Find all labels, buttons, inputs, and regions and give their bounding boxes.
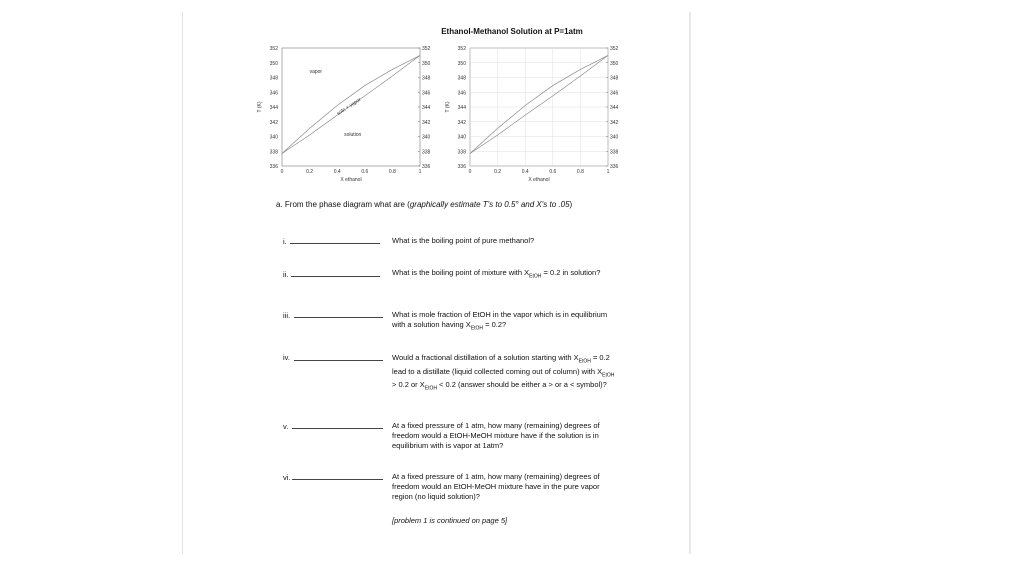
chart-1-y-tick-label-right: 336	[422, 164, 431, 170]
chart-2-y-tick-label-right: 348	[610, 75, 619, 82]
chart-1-y-tick-label-right: 338	[422, 149, 431, 156]
chart-1-y-tick-label-left: 344	[269, 105, 278, 111]
chart-2-x-tick-label: 0	[468, 169, 472, 175]
chart-1-y-tick-label-left: 350	[269, 60, 278, 67]
chart-2-y-tick-label-left: 336	[457, 164, 466, 170]
chart-1-x-tick-label: 0.4	[333, 169, 341, 175]
chart-1-y-tick-label-right: 348	[422, 75, 431, 82]
chart-2-y-tick-label-right: 338	[610, 149, 619, 156]
chart-1-y-tick-label-right: 340	[422, 134, 431, 141]
chart-1-y-axis-label: T (K)	[257, 101, 263, 113]
chart-1-annotation-vapor: vapor	[309, 69, 323, 76]
chart-1-y-tick-label-right: 352	[422, 46, 431, 52]
question-4-text: Would a fractional distillation of a solution starting with $X_{EtOH} = 0.2$ lead to a distillate (liquid collected coming out of column) with $X_{EtOH} > 0.2$ or $X_{EtOH} < 0.2$ (answer should be either a > or a < symbol)?	[392, 353, 615, 392]
chart-1-x-tick-label: 1	[418, 169, 422, 175]
question-6-number: vi.	[283, 473, 291, 482]
answer-blank-6[interactable]	[292, 479, 383, 480]
chart-2-y-tick-label-left: 346	[457, 90, 466, 97]
continued-note: [problem 1 is continued on page 5]	[392, 516, 508, 525]
chart-2-y-tick-label-right: 346	[610, 90, 619, 97]
question-3-text: What is mole fraction of EtOH in the vapor which is in equilibrium with a solution having $X_{EtOH} = 0.2$?	[392, 310, 608, 332]
chart-1-y-tick-label-left: 346	[269, 90, 278, 97]
chart-1-y-tick-label-right: 344	[422, 105, 431, 111]
chart-2-x-axis-label: X ethanol	[528, 177, 550, 183]
chart-2-y-tick-label-left: 342	[457, 119, 466, 126]
chart-2-y-tick-label-left: 352	[457, 46, 466, 52]
chart-1-annotation-two-phase: soln + vapor	[335, 96, 363, 117]
answer-blank-2[interactable]	[291, 276, 380, 277]
chart-1-y-tick-label-left: 340	[269, 134, 278, 141]
chart-2-x-tick-label: 0.6	[549, 169, 557, 175]
question-2-number: ii.	[283, 270, 289, 279]
chart-1-y-tick-label-right: 346	[422, 90, 431, 97]
chart-1-y-tick-label-left: 352	[269, 46, 278, 52]
chart-2-series-liquidus	[470, 55, 608, 153]
chart-1-y-tick-label-left: 348	[269, 75, 278, 82]
answer-blank-1[interactable]	[290, 243, 380, 244]
question-5-text: At a fixed pressure of 1 atm, how many (remaining) degrees of freedom would a EtOH-MeOH mixture have if the solution is in equilibrium with is vapor at 1atm?	[392, 421, 600, 450]
chart-2-y-tick-label-left: 338	[457, 149, 466, 156]
chart-2-y-tick-label-right: 336	[610, 164, 619, 170]
answer-blank-3[interactable]	[294, 317, 383, 318]
chart-2-y-tick-label-left: 348	[457, 75, 466, 82]
chart-2-y-tick-label-left: 350	[457, 60, 466, 67]
chart-2-y-tick-label-left: 344	[457, 105, 466, 111]
diagram-title: Ethanol-Methanol Solution at P=1atm	[441, 27, 583, 36]
question-1-number: i.	[283, 237, 287, 246]
chart-2-y-tick-label-right: 342	[610, 119, 619, 126]
question-5-number: v.	[283, 422, 289, 431]
chart-1-y-tick-label-right: 342	[422, 119, 431, 126]
chart-1-x-tick-label: 0	[280, 169, 284, 175]
question-1-text: What is the boiling point of pure methanol?	[392, 236, 535, 245]
answer-blank-4[interactable]	[294, 360, 383, 361]
chart-1-x-axis-label: X ethanol	[340, 177, 362, 183]
chart-1-y-tick-label-right: 350	[422, 60, 431, 67]
chart-1-x-tick-label: 0.6	[361, 169, 369, 175]
question-4-number: iv.	[283, 353, 290, 362]
question-6-text: At a fixed pressure of 1 atm, how many (remaining) degrees of freedom would an EtOH-MeOH mixture have in the pure vapor region (no liquid solution)?	[392, 472, 600, 501]
question-2-text: What is the boiling point of mixture with $X_{EtOH} = 0.2$ in solution?	[392, 268, 601, 280]
chart-2-x-tick-label: 1	[606, 169, 610, 175]
chart-1-x-tick-label: 0.2	[306, 169, 314, 175]
chart-2-x-tick-label: 0.4	[521, 169, 529, 175]
chart-1-y-tick-label-left: 336	[269, 164, 278, 170]
chart-2-y-tick-label-right: 344	[610, 105, 619, 111]
chart-2-y-axis-label: T (K)	[445, 101, 451, 113]
chart-1-annotation-solution: solution	[344, 131, 362, 138]
chart-2-y-tick-label-right: 350	[610, 60, 619, 67]
question-3-number: iii.	[283, 311, 291, 320]
chart-2-y-tick-label-right: 340	[610, 134, 619, 141]
chart-2-x-tick-label: 0.8	[576, 169, 584, 175]
chart-1-x-tick-label: 0.8	[388, 169, 396, 175]
chart-2-y-tick-label-right: 352	[610, 46, 619, 52]
chart-1-y-tick-label-left: 338	[269, 149, 278, 156]
answer-blank-5[interactable]	[292, 428, 383, 429]
chart-2-x-tick-label: 0.2	[494, 169, 502, 175]
question-intro: a. From the phase diagram what are (graphically estimate T's to 0.5° and X's to .05)	[276, 200, 573, 209]
chart-2-series-vaporus	[470, 55, 608, 153]
chart-1-y-tick-label-left: 342	[269, 119, 278, 126]
chart-2-y-tick-label-left: 340	[457, 134, 466, 141]
